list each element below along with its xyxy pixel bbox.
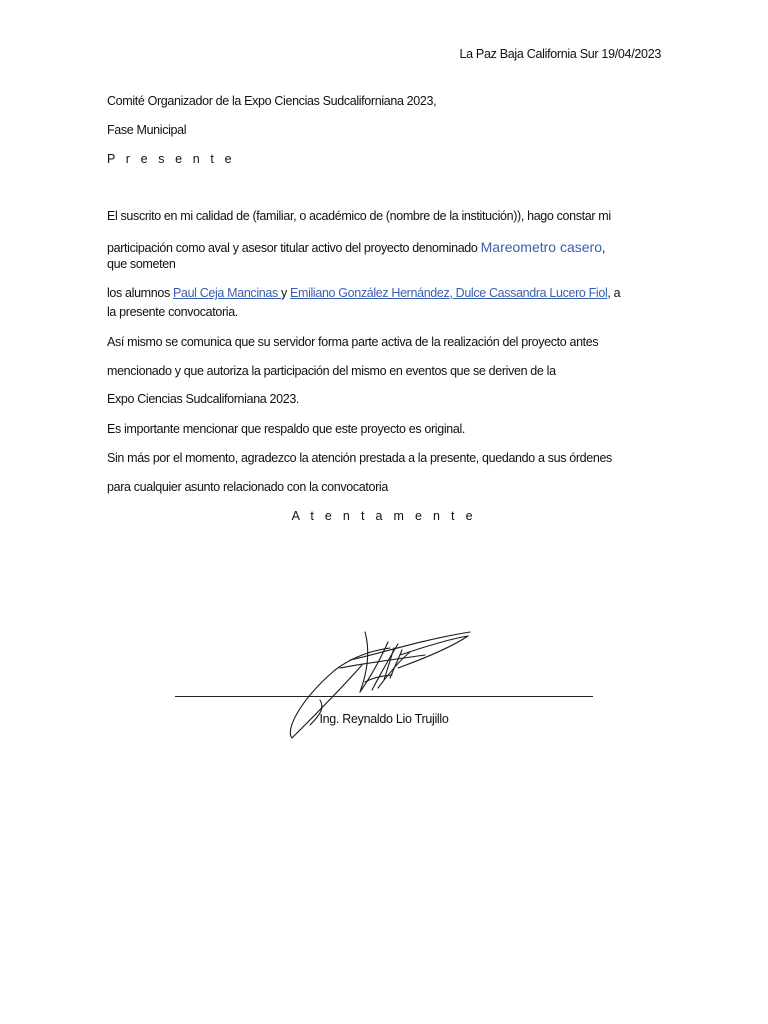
signature-line xyxy=(175,696,593,697)
paragraph-2-line-2: la presente convocatoria. xyxy=(107,305,238,319)
paragraph-4: Es importante mencionar que respaldo que este proyecto es original. xyxy=(107,422,466,436)
recipient-line: Comité Organizador de la Expo Ciencias Sudcaliforniana 2023, xyxy=(107,94,437,108)
closing-line: A t e n t a m e n t e xyxy=(291,509,477,523)
students-conjunction: y xyxy=(280,286,291,300)
paragraph-5-line-1: Sin más por el momento, agradezco la atención prestada a la presente, quedando a sus órdenes xyxy=(107,451,612,465)
handwritten-signature xyxy=(280,620,480,750)
signer-name: Ing. Reynaldo Lio Trujillo xyxy=(319,712,449,726)
paragraph-5-line-2: para cualquier asunto relacionado con la convocatoria xyxy=(107,480,388,494)
paragraph-2-line-1 xyxy=(107,286,620,300)
paragraph-3-line-1: Así mismo se comunica que su servidor forma parte activa de la realización del proyecto antes xyxy=(107,335,599,349)
paragraph-3-line-3: Expo Ciencias Sudcaliforniana 2023. xyxy=(107,392,300,406)
students-intro: los alumnos xyxy=(107,286,173,300)
paragraph-3-line-2: mencionado y que autoriza la participación del mismo en eventos que se deriven de la xyxy=(107,364,556,378)
paragraph-1-text: participación como aval y asesor titular activo del proyecto denominado xyxy=(107,241,481,255)
phase-line: Fase Municipal xyxy=(107,123,187,137)
paragraph-1-line-2 xyxy=(107,239,605,255)
student-1-link[interactable]: Paul Ceja Mancinas xyxy=(172,286,281,300)
paragraph-1-line-1: El suscrito en mi calidad de (familiar, o académico de (nombre de la institución)), hago constar mi xyxy=(107,209,611,223)
project-name-link[interactable]: Mareometro casero xyxy=(480,239,603,255)
paragraph-1-line-3: que someten xyxy=(107,257,176,271)
students-rest-link[interactable]: Emiliano González Hernández, Dulce Cassandra Lucero Fiol xyxy=(290,286,608,300)
place-date: La Paz Baja California Sur 19/04/2023 xyxy=(459,47,661,61)
presente-line: P r e s e n t e xyxy=(107,152,236,166)
students-after: , a xyxy=(607,286,621,300)
paragraph-1-comma: , xyxy=(602,241,606,255)
